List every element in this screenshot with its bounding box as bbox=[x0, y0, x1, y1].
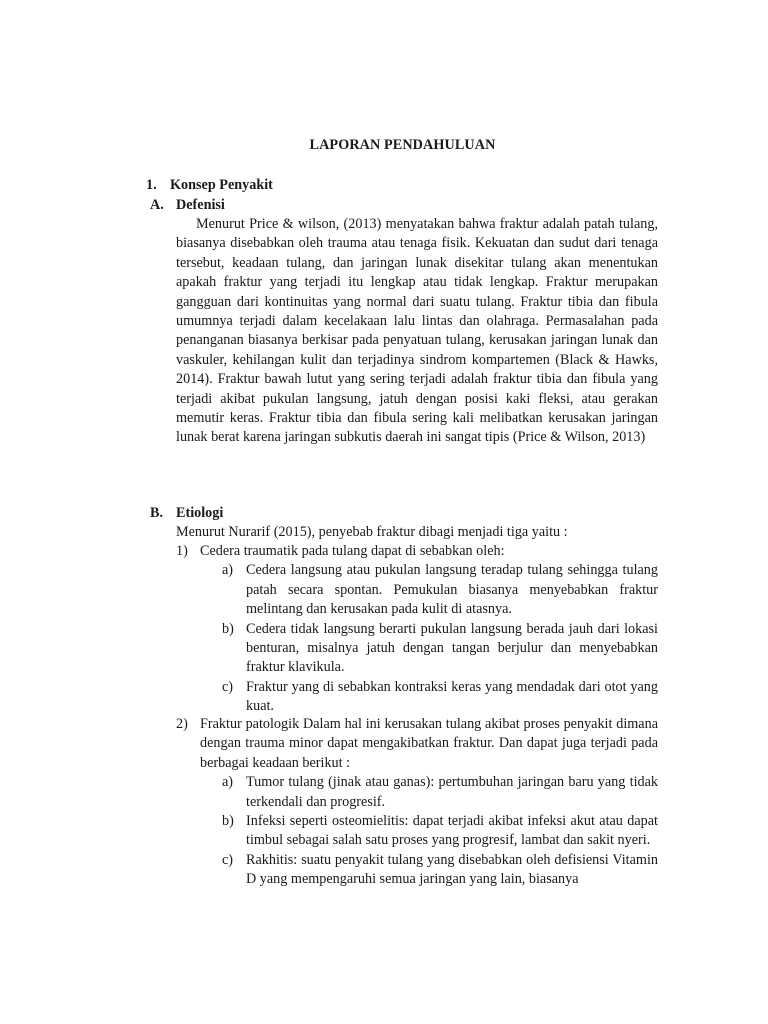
section-1-title: Konsep Penyakit bbox=[170, 177, 273, 193]
list-item bbox=[176, 715, 658, 890]
sub-list-item-text: Cedera tidak langsung berarti pukulan langsung berada jauh dari lokasi benturan, misalnya jatuh dengan tangan berjulur dan menyebabkan fraktur klavikula. bbox=[246, 620, 658, 676]
list-marker: 2) bbox=[176, 716, 188, 732]
sub-list-item bbox=[222, 620, 658, 678]
list-item-text: Cedera traumatik pada tulang dapat di sebabkan oleh: bbox=[200, 543, 505, 559]
section-a-title: Defenisi bbox=[176, 197, 225, 213]
sub-list-item-text: Fraktur yang di sebabkan kontraksi keras yang mendadak dari otot yang kuat. bbox=[246, 678, 658, 715]
sub-list-item-text: Cedera langsung atau pukulan langsung teradap tulang sehingga tulang patah secara spontan. Pemukulan biasanya menyebabkan fraktur melintang dan kerusakan pada kulit di atasnya. bbox=[246, 562, 658, 618]
list-marker: 1) bbox=[176, 543, 188, 559]
etiology-intro: Menurut Nurarif (2015), penyebab fraktur dibagi menjadi tiga yaitu : bbox=[176, 524, 568, 540]
section-b-letter: B. bbox=[150, 505, 164, 521]
sub-list-item bbox=[222, 678, 658, 717]
sub-list-item bbox=[222, 851, 658, 890]
list-item bbox=[176, 542, 658, 717]
sub-list-item-text: Tumor tulang (jinak atau ganas): pertumbuhan jaringan baru yang tidak terkendali dan progresif. bbox=[246, 774, 658, 810]
sub-list-item-text: Rakhitis: suatu penyakit tulang yang disebabkan oleh defisiensi Vitamin D yang mempengaruhi semua jaringan yang lain, biasanya bbox=[246, 851, 658, 888]
section-b-title: Etiologi bbox=[176, 505, 224, 521]
sub-list-marker: a) bbox=[222, 774, 234, 791]
definition-paragraph: Menurut Price & wilson, (2013) menyatakan bahwa fraktur adalah patah tulang, biasanya disebabkan oleh trauma atau tenaga fisik. Kekuatan dan sudut dari tenaga tersebut, keadaan tulang, dan jaringan lunak disekitar tulang akan menentukan apakah fraktur yang terjadi itu lengkap atau tidak lengkap. Fraktur merupakan gangguan dari kontinuitas yang normal dari suatu tulang. Fraktur tibia dan fibula umumnya terjadi dalam kecelakaan lalu lintas dan olahraga. Permasalahan pada penanganan biasanya berkisar pada penyatuan tulang, kerusakan jaringan lunak dan vaskuler, kehilangan kulit dan terjadinya sindrom kompartemen (Black & Hawks, 2014). Fraktur bawah lutut yang sering terjadi adalah fraktur tibia dan fibula yang terjadi akibat pukulan langsung, jatuh dengan posisi kaki fleksi, atau gerakan memutir keras. Fraktur tibia dan fibula sering kali melibatkan kerusakan jaringan lunak berat karena jaringan subkutis daerah ini sangat tipis (Price & Wilson, 2013) bbox=[176, 216, 658, 446]
section-b-heading bbox=[150, 504, 223, 523]
etiology-list-2 bbox=[176, 715, 658, 890]
list-item-text: Fraktur patologik Dalam hal ini kerusakan tulang akibat proses penyakit dimana dengan trauma minor dapat mengakibatkan fraktur. Dan dapat juga terjadi pada berbagai keadaan berikut : bbox=[200, 716, 658, 771]
sub-list-marker: c) bbox=[222, 851, 234, 868]
etiology-list-1 bbox=[176, 542, 658, 717]
sub-list-marker: b) bbox=[222, 813, 234, 830]
sub-list-marker: a) bbox=[222, 562, 234, 579]
section-1-number: 1. bbox=[146, 177, 157, 193]
sub-list bbox=[222, 561, 658, 716]
section-a-heading bbox=[150, 196, 225, 215]
document-title: LAPORAN PENDAHULUAN bbox=[309, 137, 496, 153]
sub-list-marker: c) bbox=[222, 678, 234, 695]
section-a-letter: A. bbox=[150, 197, 164, 213]
section-1-heading bbox=[146, 176, 273, 195]
sub-list-item-text: Infeksi seperti osteomielitis: dapat terjadi akibat infeksi akut atau dapat timbul sebagai salah satu proses yang progresif, lambat dan sakit nyeri. bbox=[246, 813, 658, 849]
sub-list-item bbox=[222, 561, 658, 619]
sub-list bbox=[222, 773, 658, 889]
sub-list-marker: b) bbox=[222, 620, 234, 637]
sub-list-item bbox=[222, 773, 658, 812]
sub-list-item bbox=[222, 812, 658, 851]
